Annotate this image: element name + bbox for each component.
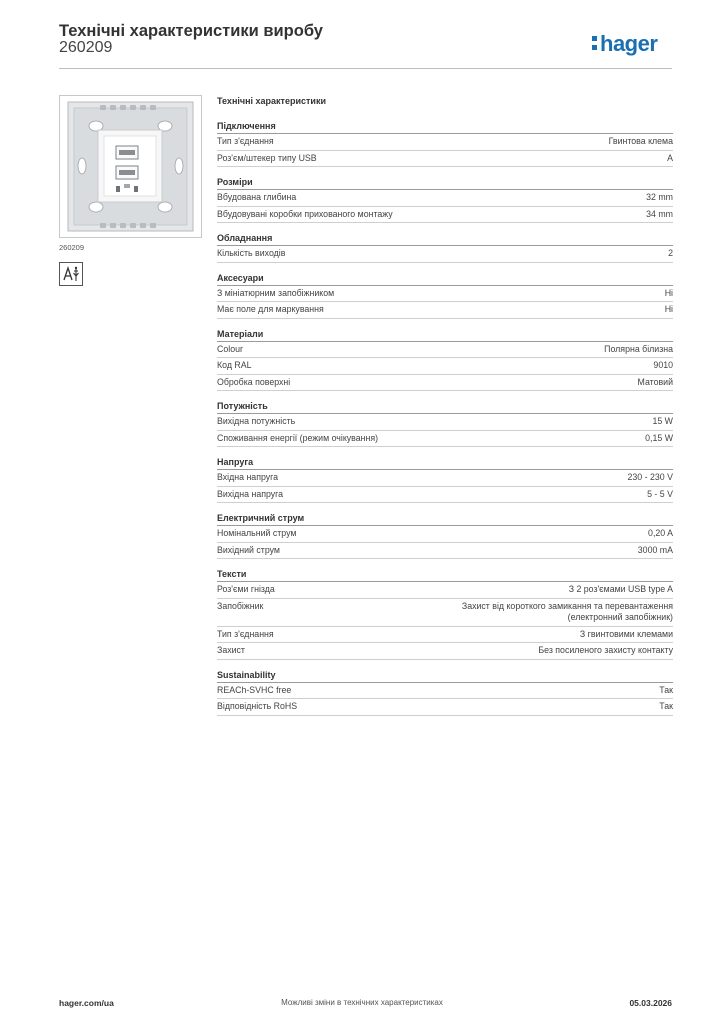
spec-section-title: Тексти	[217, 569, 673, 582]
spec-value: Так	[659, 701, 673, 711]
spec-value: 34 mm	[646, 208, 673, 219]
spec-section	[217, 273, 673, 319]
spec-value: Так	[659, 684, 673, 695]
spec-section-title: Напруга	[217, 457, 673, 470]
spec-value: Ні	[664, 304, 673, 314]
spec-label: Colour	[217, 343, 243, 354]
specification-sections	[217, 121, 673, 716]
usb-plug-icon	[59, 262, 83, 286]
spec-section	[217, 233, 673, 263]
spec-row	[217, 190, 673, 207]
spec-row	[217, 286, 673, 303]
spec-row	[217, 643, 673, 660]
spec-value: З гвинтовими клемами	[579, 628, 673, 639]
specifications-title: Технічні характеристики	[217, 96, 326, 106]
product-image-caption: 260209	[59, 243, 85, 252]
spec-section	[217, 121, 673, 167]
spec-label: Має поле для маркування	[217, 304, 324, 314]
spec-row	[217, 683, 673, 700]
spec-value: Ні	[664, 287, 673, 298]
spec-row	[217, 699, 673, 716]
spec-value: 2	[668, 248, 673, 258]
spec-section-title: Розміри	[217, 177, 673, 190]
spec-section-title: Обладнання	[217, 233, 673, 246]
spec-row	[217, 358, 673, 375]
spec-label: Номінальний струм	[217, 528, 297, 538]
spec-row	[217, 207, 673, 224]
spec-value: Без посиленого захисту контакту	[538, 645, 673, 655]
spec-section-title: Підключення	[217, 121, 673, 134]
spec-row	[217, 134, 673, 151]
specifications	[217, 96, 673, 726]
hager-logo	[590, 30, 676, 58]
spec-label: Тип з'єднання	[217, 136, 274, 146]
spec-row	[217, 342, 673, 359]
spec-label: Відповідність RoHS	[217, 701, 298, 711]
spec-label: З мініатюрним запобіжником	[217, 287, 335, 298]
spec-row	[217, 627, 673, 644]
spec-row	[217, 487, 673, 504]
logo-text: hager	[600, 31, 658, 56]
spec-value: Матовий	[637, 376, 673, 387]
spec-label: Обробка поверхні	[217, 376, 291, 387]
spec-section-title: Аксесуари	[217, 273, 673, 286]
spec-label: Кількість виходів	[217, 248, 286, 258]
spec-value: 15 W	[652, 416, 673, 426]
spec-label: Роз'єм/штекер типу USB	[217, 152, 317, 163]
spec-section	[217, 401, 673, 447]
spec-row	[217, 246, 673, 263]
spec-row	[217, 526, 673, 543]
spec-label: Вихідна потужність	[217, 416, 296, 426]
spec-label: Вихідна напруга	[217, 488, 284, 499]
page-title: Технічні характеристики виробу	[59, 22, 323, 40]
product-number: 260209	[59, 39, 113, 56]
spec-label: Запобіжник	[217, 600, 264, 611]
spec-row	[217, 582, 673, 599]
spec-section	[217, 329, 673, 392]
footer-website[interactable]: hager.com/ua	[59, 998, 114, 1008]
spec-value: 5 - 5 V	[647, 488, 673, 499]
spec-row	[217, 543, 673, 560]
spec-value: 0,15 W	[645, 432, 673, 443]
spec-value: 230 - 230 V	[627, 472, 673, 482]
spec-label: Роз'єми гнізда	[217, 584, 275, 594]
spec-value: A	[667, 152, 673, 163]
spec-label: Вихідний струм	[217, 544, 280, 555]
spec-row	[217, 431, 673, 448]
spec-value: Гвинтова клема	[608, 136, 673, 146]
spec-value: Захист від короткого замикання та перевантаження (електронний запобіжник)	[461, 600, 673, 622]
spec-label: Захист	[217, 645, 245, 655]
spec-label: Вхідна напруга	[217, 472, 279, 482]
spec-row	[217, 151, 673, 168]
spec-section	[217, 569, 673, 660]
header-divider	[59, 68, 672, 69]
spec-value: 0,20 A	[648, 528, 673, 538]
spec-section-title: Матеріали	[217, 329, 673, 342]
spec-value: 32 mm	[646, 192, 673, 202]
spec-label: REACh-SVHC free	[217, 684, 292, 695]
spec-value: З 2 роз'ємами USB type A	[568, 584, 673, 594]
spec-label: Код RAL	[217, 360, 252, 370]
spec-value: 9010	[653, 360, 673, 370]
spec-label: Вбудовувані коробки прихованого монтажу	[217, 208, 393, 219]
spec-value: 3000 mA	[637, 544, 673, 555]
spec-label: Споживання енергії (режим очікування)	[217, 432, 379, 443]
footer-note: Можливі зміни в технічних характеристиках	[281, 998, 443, 1007]
spec-label: Вбудована глибина	[217, 192, 297, 202]
footer-date: 05.03.2026	[629, 998, 672, 1008]
spec-row	[217, 302, 673, 319]
spec-section-title: Електричний струм	[217, 513, 673, 526]
spec-value: Полярна білизна	[604, 343, 673, 354]
product-image	[59, 95, 202, 238]
spec-section-title: Потужність	[217, 401, 673, 414]
spec-section-title: Sustainability	[217, 670, 673, 683]
spec-label: Тип з'єднання	[217, 628, 274, 639]
spec-section	[217, 457, 673, 503]
spec-row	[217, 414, 673, 431]
spec-row	[217, 375, 673, 392]
spec-section	[217, 513, 673, 559]
spec-row	[217, 599, 673, 627]
spec-section	[217, 670, 673, 716]
spec-section	[217, 177, 673, 223]
spec-row	[217, 470, 673, 487]
